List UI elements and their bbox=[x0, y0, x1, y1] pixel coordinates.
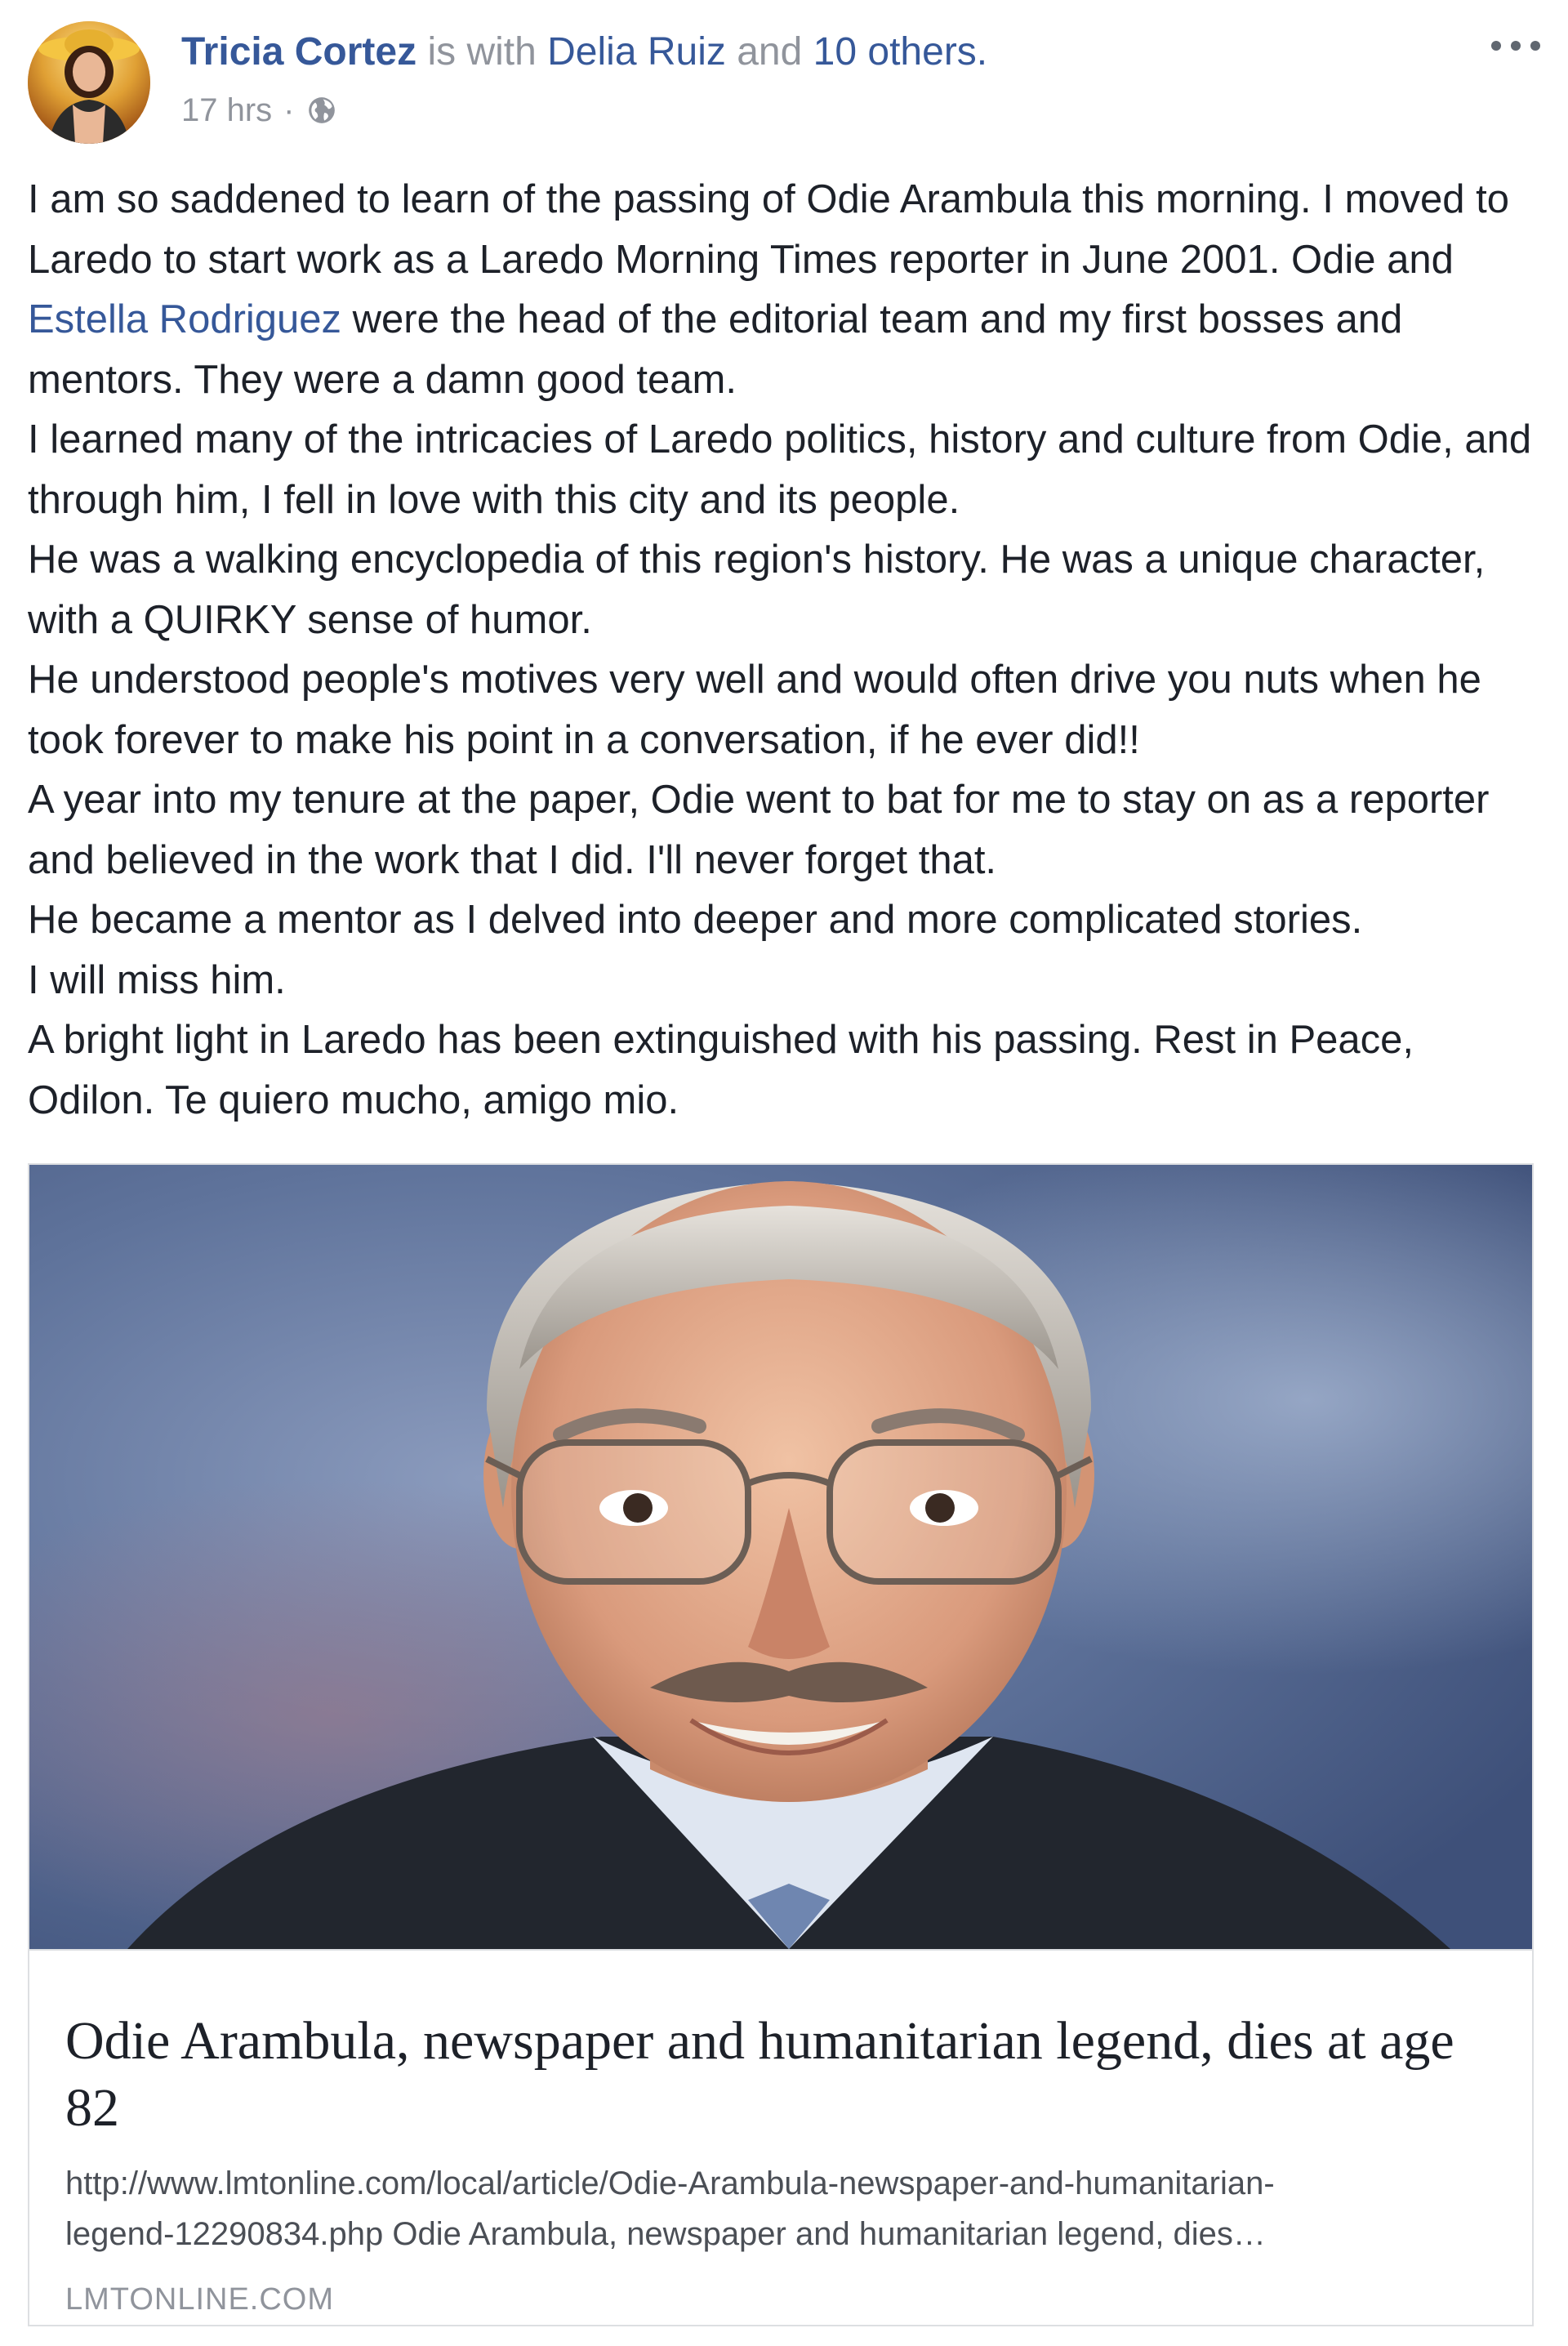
more-dot bbox=[1511, 41, 1521, 51]
post-paragraph bbox=[28, 170, 1540, 410]
author-name-link[interactable]: Tricia Cortez bbox=[181, 30, 417, 74]
link-preview-body[interactable] bbox=[29, 1949, 1532, 2325]
timestamp-link[interactable]: 17 hrs bbox=[181, 92, 273, 128]
post-author-line bbox=[181, 28, 987, 77]
post-text-segment: I am so saddened to learn of the passing of Odie Arambula this morning. I moved to Laredo to start work as a Laredo Morning Times reporter in June 2001. Odie and bbox=[28, 177, 1510, 282]
post-paragraph: I will miss him. bbox=[28, 957, 286, 1002]
link-preview-description-line: http://www.lmtonline.com/local/article/Odie-Arambula-newspaper-and-humanitarian- bbox=[65, 2165, 1275, 2201]
post-paragraph: He was a walking encyclopedia of this region's history. He was a unique character, with a QUIRKY sense of humor. bbox=[28, 537, 1486, 642]
link-preview-title[interactable]: Odie Arambula, newspaper and humanitarian legend, dies at age 82 bbox=[65, 2011, 1454, 2138]
post-header bbox=[0, 0, 1568, 163]
post-paragraph: He understood people's motives very well and would often drive you nuts when he took forever to make his point in a conversation, if he ever did!! bbox=[28, 658, 1481, 762]
link-preview-card[interactable] bbox=[28, 1163, 1534, 2326]
mention-link[interactable]: Estella Rodriguez bbox=[28, 297, 342, 341]
globe-icon[interactable] bbox=[306, 95, 337, 126]
more-options-icon[interactable] bbox=[1491, 29, 1540, 62]
author-avatar[interactable] bbox=[28, 21, 150, 144]
link-preview-description-line: legend-12290834.php Odie Arambula, newspaper and humanitarian legend, dies… bbox=[65, 2216, 1266, 2252]
link-preview-description bbox=[65, 2158, 1503, 2259]
post-paragraph: I learned many of the intricacies of Laredo politics, history and culture from Odie, and through him, I fell in love with this city and its people. bbox=[28, 417, 1532, 522]
more-dot bbox=[1530, 41, 1540, 51]
post-paragraph: A year into my tenure at the paper, Odie went to bat for me to stay on as a reporter and believed in the work that I did. I'll never forget that. bbox=[28, 778, 1490, 882]
with-text: is with bbox=[427, 30, 537, 74]
link-preview-domain: LMTONLINE.COM bbox=[65, 2282, 335, 2317]
link-preview-image[interactable] bbox=[29, 1165, 1532, 1949]
post-body bbox=[28, 170, 1540, 1131]
avatar-photo bbox=[28, 21, 150, 144]
post-paragraph: He became a mentor as I delved into deeper and more complicated stories. bbox=[28, 898, 1363, 942]
post-paragraph: A bright light in Laredo has been extinguished with his passing. Rest in Peace, Odilon. Te quiero mucho, amigo mio. bbox=[28, 1018, 1414, 1122]
post-text-segment: were the head of the editorial team and my first bosses and mentors. They were a damn good team. bbox=[28, 297, 1403, 402]
meta-separator: · bbox=[283, 92, 295, 128]
portrait-photo bbox=[29, 1165, 1532, 1949]
post-meta bbox=[181, 90, 337, 131]
and-text: and bbox=[737, 30, 803, 74]
tagged-others-link[interactable]: 10 others. bbox=[813, 30, 988, 74]
more-dot bbox=[1491, 41, 1501, 51]
tagged-person-link[interactable]: Delia Ruiz bbox=[547, 30, 726, 74]
